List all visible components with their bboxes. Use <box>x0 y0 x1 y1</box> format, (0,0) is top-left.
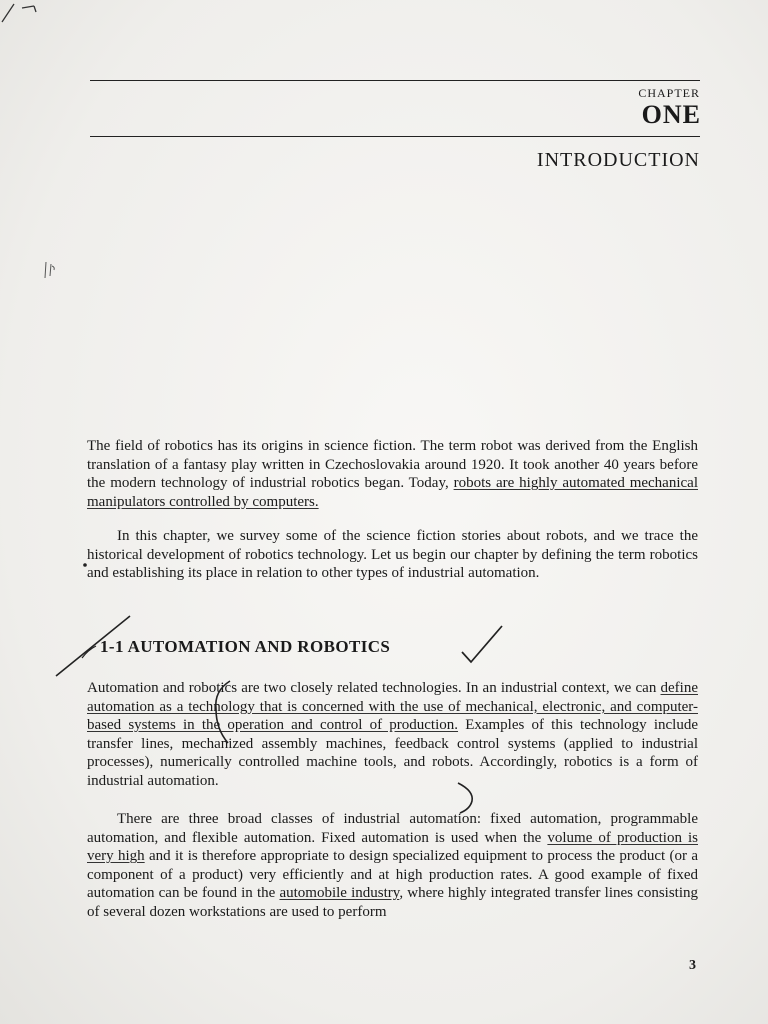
section-paragraph-2 <box>87 810 698 922</box>
intro-paragraph-2: In this chapter, we survey some of the science fiction stories about robots, and we trace the historical development of robotics technology. Let us begin our chapter by defining the term robotics and establishing its place in relation to other types of industrial automation. <box>87 528 698 582</box>
section-text-e: and it is therefore appropriate to design specialized equipment to process the product (or a component of a product) very efficiently and at high production rates. A good example of fixed automation can be found in the <box>87 848 698 902</box>
header-rule-top <box>90 80 700 81</box>
header-rule-bottom <box>90 136 700 137</box>
page-number: 3 <box>689 958 696 973</box>
chapter-number: ONE <box>641 100 701 129</box>
section-paragraph-1 <box>87 679 698 791</box>
section-heading: 1-1 AUTOMATION AND ROBOTICS <box>100 637 391 656</box>
section-text-d: There are three broad classes of industrial automation: fixed automation, programmable automation, and flexible automation. Fixed automation is used when the <box>87 811 698 846</box>
underlined-volume-phrase: volume of production is very high <box>87 829 698 865</box>
section-text-f: , where highly integrated transfer lines consisting of several dozen workstations are used to perform <box>87 885 699 920</box>
chapter-title: INTRODUCTION <box>536 149 700 171</box>
underlined-automation-definition: define automation as a technology that is concerned with the use of mechanical, electronic, and computer-based systems in the operation and control of production. <box>87 680 698 734</box>
section-text-c: Examples of this technology include transfer lines, mechanized assembly machines, feedback control systems (applied to industrial processes), numerically controlled machine tools, and robots. Accordingly, robotics is a form of industrial automation. <box>87 717 698 789</box>
underlined-definition: robots are highly automated mechanical manipulators controlled by computers. <box>87 475 698 510</box>
section-text-a: Automation and robotics are two closely related technologies. In an industrial context, we can <box>87 680 661 696</box>
underlined-industry-phrase: automobile industry <box>279 885 400 902</box>
intro-text: The field of robotics has its origins in science fiction. The term robot was derived from the English translation of a fantasy play written in Czechoslovakia around 1920. It took another 40 years before the modern technology of industrial robotics began. Today, <box>87 438 698 492</box>
intro-paragraph-1 <box>87 437 698 511</box>
chapter-label: CHAPTER <box>638 86 700 100</box>
